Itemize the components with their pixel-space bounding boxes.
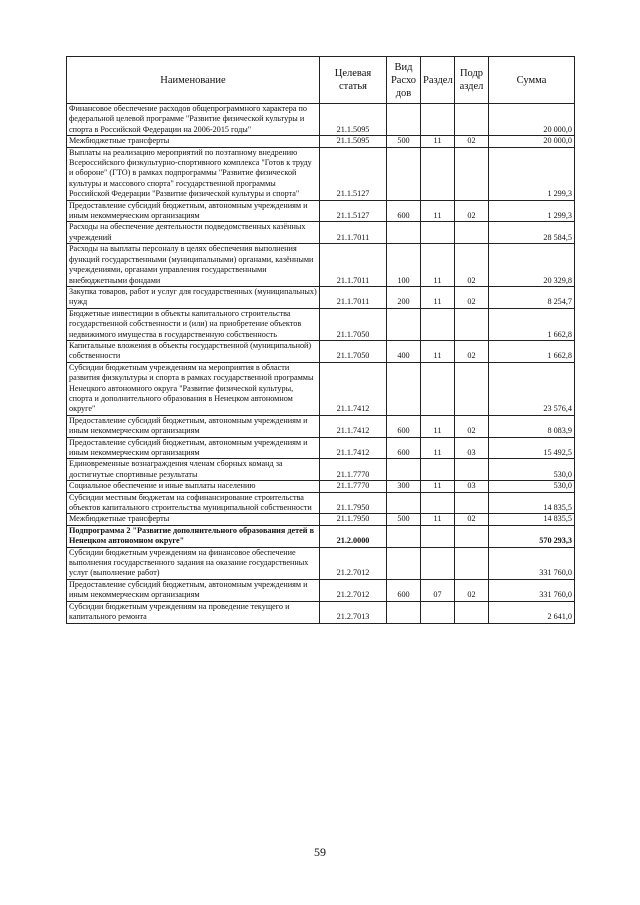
row-subsection-cell: 02 xyxy=(455,136,489,147)
row-type-cell xyxy=(387,547,421,579)
row-name-cell: Финансовое обеспечение расходов общепрограммного характера по федеральной целевой программе "Развитие физической культуры и спорта в Российской Федерации на 2006-2015 годы" xyxy=(67,104,320,136)
row-sum-cell: 20 329,8 xyxy=(489,244,575,287)
row-target-cell: 21.1.7950 xyxy=(320,514,387,525)
table-header-row xyxy=(67,57,575,104)
row-sum-cell: 1 662,8 xyxy=(489,340,575,362)
table-row xyxy=(67,136,575,147)
table-row xyxy=(67,286,575,308)
row-type-cell: 500 xyxy=(387,514,421,525)
budget-table xyxy=(66,56,575,624)
row-sum-cell: 1 662,8 xyxy=(489,308,575,340)
row-name-cell: Капитальные вложения в объекты государственной (муниципальной) собственности xyxy=(67,340,320,362)
row-section-cell: 11 xyxy=(421,514,455,525)
row-target-cell: 21.1.7950 xyxy=(320,492,387,514)
row-sum-cell: 2 641,0 xyxy=(489,601,575,623)
row-section-cell: 11 xyxy=(421,481,455,492)
row-section-cell xyxy=(421,459,455,481)
row-subsection-cell xyxy=(455,547,489,579)
table-row xyxy=(67,601,575,623)
row-sum-cell: 8 254,7 xyxy=(489,286,575,308)
row-subsection-cell xyxy=(455,308,489,340)
row-type-cell xyxy=(387,308,421,340)
row-name-cell: Субсидии бюджетным учреждениям на финансовое обеспечение выполнения государственного задания на оказание государственных услуг (выполнение работ) xyxy=(67,547,320,579)
row-subsection-cell xyxy=(455,362,489,415)
row-sum-cell: 530,0 xyxy=(489,481,575,492)
row-name-cell: Межбюджетные трансферты xyxy=(67,514,320,525)
row-name-cell: Предоставление субсидий бюджетным, автономным учреждениям и иным некоммерческим организациям xyxy=(67,579,320,601)
row-section-cell: 11 xyxy=(421,286,455,308)
row-sum-cell: 331 760,0 xyxy=(489,579,575,601)
row-subsection-cell xyxy=(455,147,489,200)
row-name-cell: Субсидии местным бюджетам на софинансирование строительства объектов капитального строительства муниципальной собственности xyxy=(67,492,320,514)
row-target-cell: 21.2.0000 xyxy=(320,525,387,547)
header-sum: Сумма xyxy=(489,57,575,104)
table-row xyxy=(67,200,575,222)
table-row xyxy=(67,481,575,492)
table-row xyxy=(67,514,575,525)
row-sum-cell: 14 835,5 xyxy=(489,492,575,514)
row-subsection-cell: 02 xyxy=(455,340,489,362)
row-sum-cell: 28 584,5 xyxy=(489,222,575,244)
row-name-cell: Расходы на выплаты персоналу в целях обеспечения выполнения функций государственными (муниципальными) органами, казёнными учреждениями, органами управления государственными внебюджетными фондами xyxy=(67,244,320,287)
table-row xyxy=(67,525,575,547)
row-name-cell: Единовременные вознаграждения членам сборных команд за достигнутые спортивные результаты xyxy=(67,459,320,481)
row-section-cell xyxy=(421,104,455,136)
table-row xyxy=(67,492,575,514)
row-target-cell: 21.1.7770 xyxy=(320,459,387,481)
table-row xyxy=(67,547,575,579)
row-type-cell: 200 xyxy=(387,286,421,308)
row-type-cell: 600 xyxy=(387,200,421,222)
row-section-cell: 11 xyxy=(421,437,455,459)
row-name-cell: Предоставление субсидий бюджетным, автономным учреждениям и иным некоммерческим организациям xyxy=(67,200,320,222)
row-type-cell: 600 xyxy=(387,437,421,459)
row-target-cell: 21.1.7412 xyxy=(320,362,387,415)
row-target-cell: 21.2.7012 xyxy=(320,579,387,601)
row-target-cell: 21.2.7013 xyxy=(320,601,387,623)
row-type-cell: 600 xyxy=(387,415,421,437)
row-section-cell: 07 xyxy=(421,579,455,601)
row-type-cell xyxy=(387,459,421,481)
row-sum-cell: 8 083,9 xyxy=(489,415,575,437)
row-target-cell: 21.1.7770 xyxy=(320,481,387,492)
row-section-cell xyxy=(421,222,455,244)
row-subsection-cell xyxy=(455,601,489,623)
row-section-cell xyxy=(421,547,455,579)
row-sum-cell: 570 293,3 xyxy=(489,525,575,547)
table-row xyxy=(67,222,575,244)
row-type-cell: 600 xyxy=(387,579,421,601)
row-sum-cell: 14 835,5 xyxy=(489,514,575,525)
row-target-cell: 21.1.5127 xyxy=(320,200,387,222)
row-subsection-cell: 02 xyxy=(455,415,489,437)
table-row xyxy=(67,308,575,340)
row-subsection-cell: 02 xyxy=(455,200,489,222)
table-row xyxy=(67,415,575,437)
row-type-cell xyxy=(387,601,421,623)
row-type-cell: 100 xyxy=(387,244,421,287)
table-row xyxy=(67,147,575,200)
row-name-cell: Предоставление субсидий бюджетным, автономным учреждениям и иным некоммерческим организациям xyxy=(67,437,320,459)
row-sum-cell: 20 000,0 xyxy=(489,104,575,136)
row-type-cell xyxy=(387,104,421,136)
row-type-cell xyxy=(387,492,421,514)
row-subsection-cell xyxy=(455,459,489,481)
row-target-cell: 21.1.7050 xyxy=(320,340,387,362)
row-subsection-cell xyxy=(455,104,489,136)
row-subsection-cell xyxy=(455,492,489,514)
row-section-cell xyxy=(421,308,455,340)
header-subsection: Подр аздел xyxy=(455,57,489,104)
table-row xyxy=(67,104,575,136)
row-section-cell: 11 xyxy=(421,244,455,287)
row-name-cell: Расходы на обеспечение деятельности подведомственных казённых учреждений xyxy=(67,222,320,244)
table-body xyxy=(67,104,575,624)
row-subsection-cell: 02 xyxy=(455,286,489,308)
table-row xyxy=(67,459,575,481)
row-name-cell: Социальное обеспечение и иные выплаты населению xyxy=(67,481,320,492)
row-type-cell: 300 xyxy=(387,481,421,492)
row-section-cell xyxy=(421,362,455,415)
row-name-cell: Подпрограмма 2 "Развитие дополнительного образования детей в Ненецком автономном округе" xyxy=(67,525,320,547)
row-subsection-cell: 02 xyxy=(455,579,489,601)
row-section-cell xyxy=(421,147,455,200)
row-section-cell xyxy=(421,492,455,514)
row-type-cell: 400 xyxy=(387,340,421,362)
row-sum-cell: 331 760,0 xyxy=(489,547,575,579)
row-target-cell: 21.1.7011 xyxy=(320,286,387,308)
row-type-cell xyxy=(387,147,421,200)
row-target-cell: 21.1.7050 xyxy=(320,308,387,340)
row-target-cell: 21.1.5127 xyxy=(320,147,387,200)
row-section-cell: 11 xyxy=(421,136,455,147)
row-target-cell: 21.1.5095 xyxy=(320,104,387,136)
table-row xyxy=(67,579,575,601)
row-section-cell xyxy=(421,601,455,623)
header-section: Раздел xyxy=(421,57,455,104)
header-name: Наименование xyxy=(67,57,320,104)
row-section-cell: 11 xyxy=(421,200,455,222)
row-subsection-cell: 02 xyxy=(455,514,489,525)
row-name-cell: Субсидии бюджетным учреждениям на проведение текущего и капитального ремонта xyxy=(67,601,320,623)
row-section-cell xyxy=(421,525,455,547)
row-sum-cell: 15 492,5 xyxy=(489,437,575,459)
header-target-article: Целевая статья xyxy=(320,57,387,104)
table-row xyxy=(67,362,575,415)
row-target-cell: 21.1.7011 xyxy=(320,222,387,244)
row-target-cell: 21.1.7011 xyxy=(320,244,387,287)
row-target-cell: 21.1.7412 xyxy=(320,415,387,437)
row-sum-cell: 1 299,3 xyxy=(489,200,575,222)
row-sum-cell: 530,0 xyxy=(489,459,575,481)
row-name-cell: Предоставление субсидий бюджетным, автономным учреждениям и иным некоммерческим организациям xyxy=(67,415,320,437)
row-subsection-cell: 02 xyxy=(455,244,489,287)
row-section-cell: 11 xyxy=(421,340,455,362)
row-target-cell: 21.1.7412 xyxy=(320,437,387,459)
row-sum-cell: 20 000,0 xyxy=(489,136,575,147)
row-name-cell: Выплаты на реализацию мероприятий по поэтапному внедрению Всероссийского физкультурно-спортивного комплекса "Готов к труду и обороне" (ГТО) в рамках подпрограммы "Развитие физической культуры и массового спорта" государственной программы Российской Федерации "Развитие физической культуры и спорта" xyxy=(67,147,320,200)
header-expense-type: Вид Расхо дов xyxy=(387,57,421,104)
row-subsection-cell: 03 xyxy=(455,437,489,459)
row-name-cell: Субсидии бюджетным учреждениям на мероприятия в области развития физкультуры и спорта в рамках государственной программы Ненецкого автономного округа "Развитие физической культуры, спорта и дополнительного образования в Ненецком автономном округе" xyxy=(67,362,320,415)
row-section-cell: 11 xyxy=(421,415,455,437)
row-subsection-cell xyxy=(455,525,489,547)
table-row xyxy=(67,244,575,287)
row-type-cell xyxy=(387,222,421,244)
row-type-cell xyxy=(387,525,421,547)
row-name-cell: Закупка товаров, работ и услуг для государственных (муниципальных) нужд xyxy=(67,286,320,308)
row-sum-cell: 23 576,4 xyxy=(489,362,575,415)
row-target-cell: 21.1.5095 xyxy=(320,136,387,147)
row-sum-cell: 1 299,3 xyxy=(489,147,575,200)
table-row xyxy=(67,340,575,362)
row-name-cell: Бюджетные инвестиции в объекты капитального строительства государственной собственности и (или) на приобретение объектов недвижимого имущества в государственную собственность xyxy=(67,308,320,340)
row-target-cell: 21.2.7012 xyxy=(320,547,387,579)
page-number: 59 xyxy=(314,845,326,859)
row-subsection-cell xyxy=(455,222,489,244)
row-subsection-cell: 03 xyxy=(455,481,489,492)
row-name-cell: Межбюджетные трансферты xyxy=(67,136,320,147)
row-type-cell xyxy=(387,362,421,415)
table-row xyxy=(67,437,575,459)
row-type-cell: 500 xyxy=(387,136,421,147)
